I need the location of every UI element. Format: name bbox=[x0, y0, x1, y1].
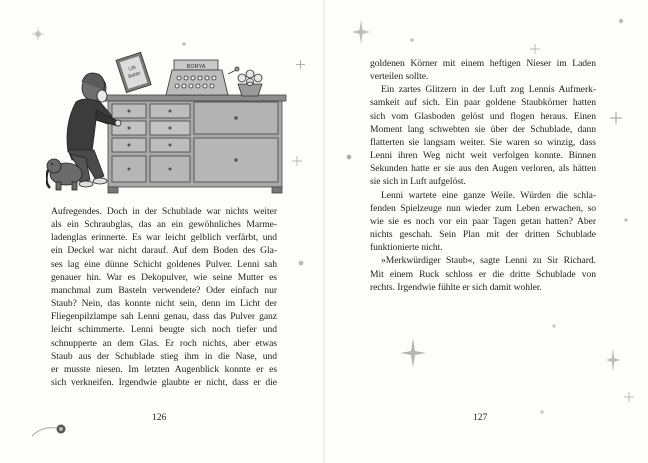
paragraph bbox=[370, 189, 596, 255]
sparkle-icon bbox=[32, 28, 44, 40]
page-number-left: 126 bbox=[152, 413, 167, 423]
text-line: ses lag eine dünne Schicht goldenes Pulver. Lenni sah bbox=[51, 258, 277, 270]
text-line: als ein Schraubglas, das an ein gewöhnliches Marme- bbox=[51, 219, 277, 231]
paragraph bbox=[370, 254, 596, 293]
text-line: Lenni ihren Weg nicht weit verfolgen konnte. Binnen bbox=[370, 150, 596, 162]
right-page-text bbox=[370, 57, 596, 294]
text-line: Mit einem Ruck schloss er die dritte Schublade von bbox=[370, 268, 596, 280]
sparkle-icon bbox=[352, 20, 370, 44]
text-line: schnupperte an dem Glas. Er roch nichts, aber etwas bbox=[51, 337, 277, 349]
paragraph bbox=[370, 83, 596, 188]
sparkle-icon bbox=[296, 258, 306, 268]
text-line: manchmal zum Basteln verwendete? Oder einfach nur bbox=[51, 284, 277, 296]
book-on-dresser bbox=[116, 52, 151, 92]
text-line: Moment lang schwebten sie über der Schublade, dann bbox=[370, 123, 596, 135]
sparkle-icon bbox=[292, 156, 302, 166]
text-line: genauer hin. War es Dekopulver, wie seine Mutter es bbox=[51, 271, 277, 283]
text-line: leicht schimmerte. Lenni beugte sich noch tiefer und bbox=[51, 324, 277, 336]
text-line: fenden Spielzeuge nun wieder zum Leben erwachen, so bbox=[370, 202, 596, 214]
sparkle-trail-icon bbox=[30, 418, 70, 440]
text-line: wie sie es noch vor ein paar Tagen getan hatten? Aber bbox=[370, 215, 596, 227]
dresser bbox=[104, 95, 286, 193]
text-line: ladenglas erinnerte. Es war leicht gelblich verfärbt, und bbox=[51, 232, 277, 244]
sparkle-icon bbox=[530, 44, 540, 54]
text-line: rechts. Irgendwie fühlte er sich damit wohler. bbox=[370, 281, 542, 293]
svg-text:Lilli: Lilli bbox=[127, 64, 137, 73]
sparkle-icon bbox=[622, 216, 630, 224]
paragraph bbox=[370, 57, 596, 83]
text-line: Lenni wartete eine ganze Weile. Würden die schla- bbox=[381, 189, 596, 201]
flower-pot bbox=[238, 70, 262, 96]
text-line: flatterten sie langsam weiter. Sie waren so winzig, dass bbox=[370, 136, 596, 148]
sparkle-icon bbox=[296, 60, 305, 69]
illustration-boy-at-dresser bbox=[46, 40, 291, 200]
text-line: samkeit auf sich. Ein paar goldene Staubkörner hatten bbox=[370, 97, 596, 109]
text-line: sie sich in Luft aufgelöst. bbox=[370, 176, 466, 188]
sparkle-icon bbox=[550, 322, 558, 330]
text-line: ein Deckel war nicht darauf. Auf dem Boden des Gla- bbox=[51, 245, 277, 257]
text-line: er musste niesen. Im letzten Augenblick konnte er es bbox=[51, 363, 277, 375]
text-line: funktionierte nicht. bbox=[370, 242, 443, 254]
sparkle-icon bbox=[610, 112, 622, 124]
text-line: Ein zartes Glitzern in der Luft zog Lennis Aufmerk- bbox=[381, 84, 596, 96]
cash-register bbox=[166, 60, 239, 95]
text-line: sich vom Glasboden gelöst und flogen heraus. Einen bbox=[370, 110, 596, 122]
sparkle-icon bbox=[408, 36, 416, 44]
text-line: Sekunden hatte er sie aus den Augen verloren, als hätten bbox=[370, 163, 596, 175]
text-line: verteilen sollte. bbox=[370, 71, 429, 83]
svg-text:BORYA: BORYA bbox=[186, 64, 206, 70]
sparkle-icon bbox=[606, 348, 620, 372]
sparkle-icon bbox=[180, 40, 188, 48]
text-line: sich verkneifen. Irgendwie glaubte er nicht, dass er die bbox=[51, 377, 277, 389]
left-page-text bbox=[51, 205, 277, 389]
text-line: »Merkwürdiger Staub«, sagte Lenni zu Sir Richard. bbox=[381, 255, 596, 267]
text-line: Staub aus der Schublade stieg ihm in die Nase, und bbox=[51, 350, 277, 362]
text-line: Fliegenpilzlampe sah Lenni genau, dass das Pulver ganz bbox=[51, 311, 277, 323]
text-line: goldenen Körner mit einem heftigen Nieser im Laden bbox=[370, 58, 596, 69]
text-line: Aufregendes. Doch in der Schublade war nichts weiter bbox=[51, 206, 277, 217]
sparkle-icon bbox=[538, 408, 546, 416]
sparkle-icon bbox=[344, 152, 354, 162]
svg-text:Bobbi: Bobbi bbox=[127, 70, 142, 81]
text-line: nichts geschah. Sein Plan mit der dritten Schublade bbox=[370, 229, 596, 241]
text-line: Staub? Nein, das konnte nicht sein, denn im Licht der bbox=[51, 298, 277, 310]
sparkle-icon bbox=[616, 16, 626, 26]
sparkle-icon bbox=[400, 338, 426, 368]
sparkle-icon bbox=[624, 392, 634, 402]
page-number-right: 127 bbox=[473, 413, 488, 423]
